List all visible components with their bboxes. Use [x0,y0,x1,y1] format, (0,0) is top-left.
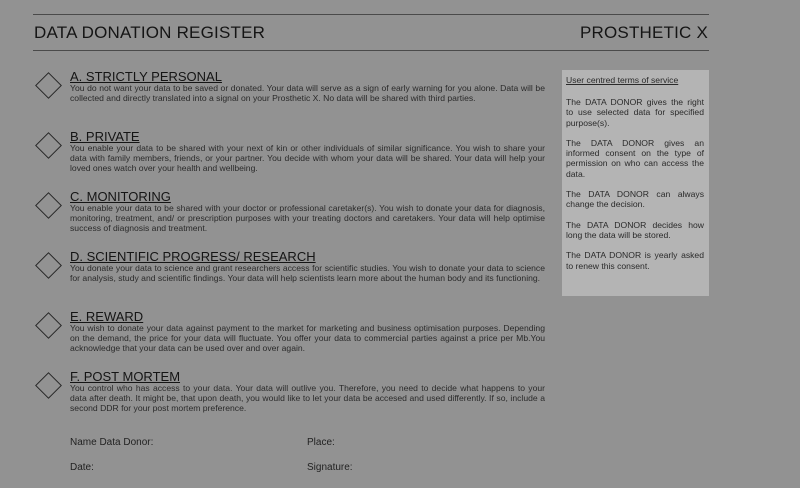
option-description: You do not want your data to be saved or donated. Your data will serve as a sign of early warning for you alone. Data will be collected and directly translated into a signal on your Prosthetic X. No data will be shared with third parties. [70,83,545,104]
option-private [33,128,548,188]
option-post-mortem [33,368,548,428]
name-data-donor-field[interactable]: Name Data Donor: [70,437,154,448]
diamond-checkbox-f[interactable] [35,372,62,399]
date-field[interactable]: Date: [70,462,94,473]
option-description: You enable your data to be shared with your doctor or professional caretaker(s). You wish to donate your data for diagnosis, monitoring, treatment, and/ or prescription purposes with your treating doctors and caretakers. Your data will help optimise success of diagnosis and treatment. [70,203,545,234]
option-title: A. STRICTLY PERSONAL [70,69,222,84]
option-title: E. REWARD [70,309,144,324]
option-strictly-personal [33,68,548,128]
top-rule [33,14,709,15]
terms-item: The DATA DONOR can always change the decision. [566,189,704,210]
product-title: PROSTHETIC X [579,23,708,42]
option-title: D. SCIENTIFIC PROGRESS/ RESEARCH [70,249,316,264]
signature-field[interactable]: Signature: [307,462,353,473]
register-title: DATA DONATION REGISTER [34,23,266,42]
diamond-checkbox-a[interactable] [35,72,62,99]
terms-heading: User centred terms of service [566,75,679,85]
place-field[interactable]: Place: [307,437,335,448]
option-monitoring [33,188,548,248]
terms-item: The DATA DONOR is yearly asked to renew this consent. [566,250,704,271]
terms-item: The DATA DONOR gives the right to use selected data for specified purpose(s). [566,97,704,128]
option-description: You control who has access to your data. Your data will outlive you. Therefore, you need to decide what happens to your data after death. It might be, that upon death, you would like to let your data be accesed and used differently. If so, include a second DDR for your post mortem preference. [70,383,545,414]
option-scientific-research [33,248,548,308]
diamond-checkbox-c[interactable] [35,192,62,219]
donation-options [33,68,548,428]
option-title: B. PRIVATE [70,129,140,144]
header-rule [33,50,709,51]
option-description: You enable your data to be shared with your next of kin or other individuals of similar significance. You wish to share your data with family members, friends, or your partner. You decide with whom your data will be shared. Your data will help your loved ones watch over your health and wellbeing. [70,143,545,174]
diamond-checkbox-b[interactable] [35,132,62,159]
diamond-checkbox-d[interactable] [35,252,62,279]
terms-of-service-panel [562,70,709,296]
terms-list [566,97,704,281]
diamond-checkbox-e[interactable] [35,312,62,339]
option-title: C. MONITORING [70,189,171,204]
option-description: You donate your data to science and grant researchers access for scientific studies. You wish to donate your data to science for analysis, study and scientific findings. Your data will help scientists learn more about the human body and its functioning. [70,263,545,284]
terms-item: The DATA DONOR gives an informed consent on the type of permission on who can access the data. [566,137,704,179]
option-description: You wish to donate your data against payment to the market for marketing and business optimisation purposes. Depending on the demand, the price for your data will fluctuate. You offer your data to commercial parties against a price per Mb.You acknowledge that your data can be used over and over again. [70,323,545,354]
option-reward [33,308,548,368]
terms-item: The DATA DONOR decides how long the data will be stored. [566,219,704,240]
option-title: F. POST MORTEM [70,369,181,384]
